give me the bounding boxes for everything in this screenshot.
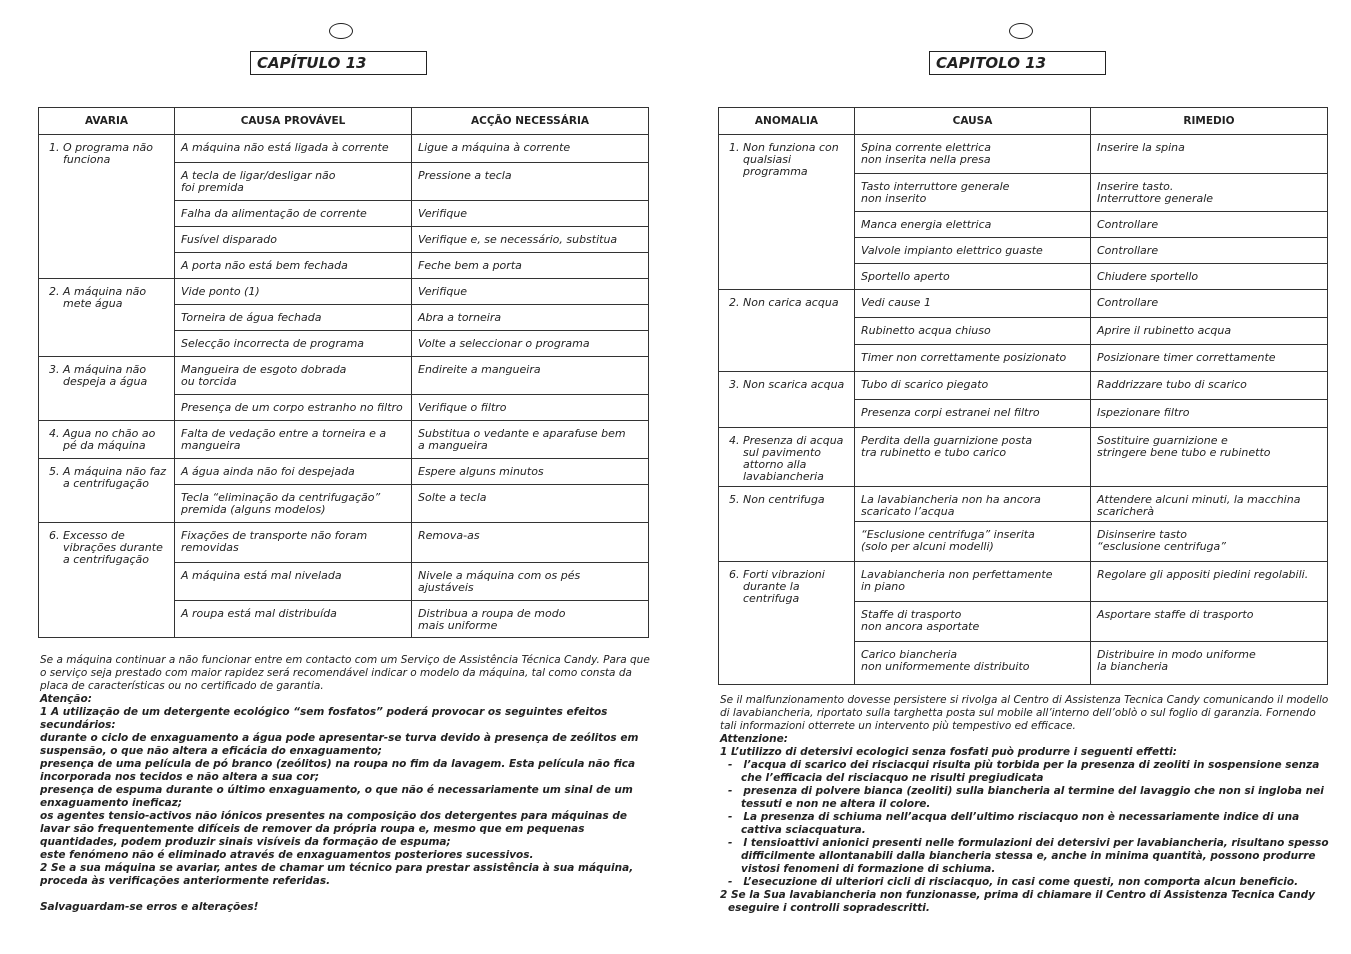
action-cell: Distribua a roupa de modo mais uniforme [412, 601, 649, 638]
bullet-item: - presenza di polvere bianca (zeoliti) sulla biancheria al termine del lavaggio che non si ingloba nei tessuti e non ne altera il colore. [728, 785, 1324, 810]
action-cell: Inserire la spina [1091, 135, 1328, 174]
action-cell: Distribuire in modo uniforme la biancheria [1091, 642, 1328, 685]
action-cell: Pressione a tecla [412, 163, 649, 201]
table-row [719, 290, 1328, 318]
cause-cell: A roupa está mal distribuída [175, 601, 412, 638]
note-item: 2 Se la Sua lavabiancheria non funzionasse, prima di chiamare il Centro di Assistenza Tecnica Candy [720, 889, 1316, 901]
table-row [719, 372, 1328, 400]
cause-cell: Perdita della guarnizione posta tra rubinetto e tubo carico [855, 428, 1091, 487]
fault-cell [39, 523, 175, 638]
cause-cell: Sportello aperto [855, 264, 1091, 290]
fault-text: 2. Non carica acqua [729, 296, 839, 309]
action-cell: Chiudere sportello [1091, 264, 1328, 290]
action-cell: Inserire tasto. Interruttore generale [1091, 174, 1328, 212]
cause-cell: Carico biancheria non uniformemente distribuito [855, 642, 1091, 685]
cause-cell: Tubo di scarico piegato [855, 372, 1091, 400]
fault-text: 4. Agua no chão ao pé da máquina [49, 427, 156, 452]
cause-cell: A porta não está bem fechada [175, 253, 412, 279]
cause-cell: Lavabiancheria non perfettamente in piano [855, 562, 1091, 602]
cause-cell: A tecla de ligar/desligar não foi premida [175, 163, 412, 201]
cause-cell: Mangueira de esgoto dobrada ou torcida [175, 357, 412, 395]
fault-cell [719, 428, 855, 487]
cause-cell: Tasto interruttore generale non inserito [855, 174, 1091, 212]
cause-cell: “Esclusione centrifuga” inserita (solo per alcuni modelli) [855, 522, 1091, 562]
action-cell: Aprire il rubinetto acqua [1091, 318, 1328, 345]
bullet-item: - I tensioattivi anionici presenti nelle formulazioni dei detersivi per lavabiancheria, risultano spesso difficilmente allontanabili dalla biancheria stessa e, anche in minima quantità, possono produrre vistosi fenomeni di formazione di schiuma. [728, 837, 1329, 875]
fault-text: 3. A máquina não despeja a água [49, 363, 148, 388]
cause-cell: Selecção incorrecta de programa [175, 331, 412, 357]
action-cell: Regolare gli appositi piedini regolabili. [1091, 562, 1328, 602]
action-cell: Verifique [412, 279, 649, 305]
column-header: RIMEDIO [1091, 108, 1328, 135]
language-flag-marker-left [329, 23, 353, 39]
fault-text: 3. Non scarica acqua [729, 378, 845, 391]
cause-cell: Fixações de transporte não foram removidas [175, 523, 412, 563]
column-header: CAUSA [855, 108, 1091, 135]
action-cell: Verifique e, se necessário, substitua [412, 227, 649, 253]
note-item: eseguire i controlli sopradescritti. [728, 902, 930, 914]
cause-cell: A máquina está mal nivelada [175, 563, 412, 601]
cause-cell: Tecla “eliminação da centrifugação” premida (alguns modelos) [175, 485, 412, 523]
cause-cell: Rubinetto acqua chiuso [855, 318, 1091, 345]
table-row [719, 487, 1328, 522]
cause-cell: A máquina não está ligada à corrente [175, 135, 412, 163]
chapter-title-right: CAPITOLO 13 [929, 51, 1106, 75]
action-cell: Posizionare timer correttamente [1091, 345, 1328, 372]
fault-cell [719, 290, 855, 372]
cause-cell: Manca energia elettrica [855, 212, 1091, 238]
action-cell: Raddrizzare tubo di scarico [1091, 372, 1328, 400]
fault-cell [39, 357, 175, 421]
column-header: ANOMALIA [719, 108, 855, 135]
attention-label: Atenção: [40, 693, 92, 705]
cause-cell: Falha da alimentação de corrente [175, 201, 412, 227]
fault-cell [39, 459, 175, 523]
action-cell: Volte a seleccionar o programa [412, 331, 649, 357]
bullet-item: - L’esecuzione di ulteriori cicli di risciacquo, in casi come questi, non comporta alcun beneficio. [728, 876, 1299, 888]
table-row [39, 421, 649, 459]
table-row [39, 459, 649, 485]
cause-cell: Spina corrente elettrica non inserita nella presa [855, 135, 1091, 174]
fault-text: 5. A máquina não faz a centrifugação [49, 465, 167, 490]
column-header: ACÇÃO NECESSÁRIA [412, 108, 649, 135]
table-row [719, 562, 1328, 602]
bullet-item: - l’acqua di scarico dei risciacqui risulta più torbida per la presenza di zeoliti in sospensione senza che l’efficacia del risciacquo ne risulti pregiudicata [728, 759, 1320, 784]
cause-cell: Vide ponto (1) [175, 279, 412, 305]
troubleshooting-table-left [38, 107, 649, 638]
cause-cell: Timer non correttamente posizionato [855, 345, 1091, 372]
action-cell: Disinserire tasto “esclusione centrifuga” [1091, 522, 1328, 562]
action-cell: Endireite a mangueira [412, 357, 649, 395]
action-cell: Verifique [412, 201, 649, 227]
action-cell: Espere alguns minutos [412, 459, 649, 485]
bullet-item: - La presenza di schiuma nell’acqua dell’ultimo risciacquo non è necessariamente indice di una cattiva sciacquatura. [728, 811, 1300, 836]
action-cell: Remova-as [412, 523, 649, 563]
chapter-title-left: CAPÍTULO 13 [250, 51, 427, 75]
fault-cell [39, 421, 175, 459]
action-cell: Feche bem a porta [412, 253, 649, 279]
fault-text: 5. Non centrifuga [729, 493, 825, 506]
action-cell: Substitua o vedante e aparafuse bem a mangueira [412, 421, 649, 459]
fault-cell [719, 562, 855, 685]
table-row [39, 523, 649, 563]
action-cell: Ispezionare filtro [1091, 400, 1328, 428]
note-item: durante o ciclo de enxaguamento a água pode apresentar-se turva devido à presença de zeólitos em suspensão, o que não altera a eficácia do enxaguamento; [40, 732, 639, 757]
action-cell: Solte a tecla [412, 485, 649, 523]
fault-cell [719, 135, 855, 290]
table-row [39, 357, 649, 395]
note-item: 1 A utilização de um detergente ecológico “sem fosfatos” poderá provocar os seguintes efeitos secundários: [40, 706, 608, 731]
note-item: 2 Se a sua máquina se avariar, antes de chamar um técnico para prestar assistência à sua máquina, proceda às verificações anteriormente referidas. [40, 862, 634, 887]
fault-cell [719, 487, 855, 562]
fault-text: 2. A máquina não mete água [49, 285, 147, 310]
service-intro-text: Se il malfunzionamento dovesse persistere si rivolga al Centro di Assistenza Tecnica Candy comunicando il modello di lavabiancheria, riportato sulla targhetta posta sul mobile all’interno dell’oblò o sul foglio di garanzia. Fornendo tali informazioni otterrete un intervento più tempestivo ed efficace. [720, 694, 1329, 732]
table-row [719, 135, 1328, 174]
note-item: 1 L’utilizzo di detersivi ecologici senza fosfati può produrre i seguenti effetti: [720, 746, 1177, 758]
cause-cell: Presença de um corpo estranho no filtro [175, 395, 412, 421]
cause-cell: Presenza corpi estranei nel filtro [855, 400, 1091, 428]
action-cell: Nivele a máquina com os pés ajustáveis [412, 563, 649, 601]
fault-text: 6. Excesso de vibrações durante a centrifugação [49, 529, 163, 566]
note-item: presença de uma película de pó branco (zeólitos) na roupa no fim da lavagem. Esta película não fica incorporada nos tecidos e não altera a sua cor; [40, 758, 636, 783]
cause-cell: Falta de vedação entre a torneira e a mangueira [175, 421, 412, 459]
attention-label: Attenzione: [720, 733, 788, 745]
fault-text: 4. Presenza di acqua sul pavimento attorno alla lavabiancheria [729, 434, 844, 483]
fault-text: 1. Non funziona con qualsiasi programma [729, 141, 839, 178]
cause-cell: Staffe di trasporto non ancora asportate [855, 602, 1091, 642]
note-item: presença de espuma durante o último enxaguamento, o que não é necessariamente um sinal de um enxaguamento ineficaz; [40, 784, 633, 809]
note-item: este fenómeno não é eliminado através de enxaguamentos posteriores sucessivos. [40, 849, 534, 861]
fault-text: 6. Forti vibrazioni durante la centrifuga [729, 568, 825, 605]
action-cell: Controllare [1091, 212, 1328, 238]
action-cell: Controllare [1091, 238, 1328, 264]
table-row [719, 428, 1328, 487]
language-flag-marker-right [1009, 23, 1033, 39]
fault-cell [39, 279, 175, 357]
cause-cell: Vedi cause 1 [855, 290, 1091, 318]
table-row [39, 279, 649, 305]
cause-cell: La lavabiancheria non ha ancora scaricato l’acqua [855, 487, 1091, 522]
cause-cell: Fusível disparado [175, 227, 412, 253]
fault-cell [39, 135, 175, 279]
cause-cell: A água ainda não foi despejada [175, 459, 412, 485]
service-intro-text: Se a máquina continuar a não funcionar entre em contacto com um Serviço de Assistência Técnica Candy. Para que o serviço seja prestado com maior rapidez será recomendável indicar o modelo da máquina, tal como consta da placa de características ou no certificado de garantia. [40, 654, 650, 692]
footer-disclaimer: Salvaguardam-se erros e alterações! [40, 901, 259, 913]
table-row [39, 135, 649, 163]
action-cell: Controllare [1091, 290, 1328, 318]
column-header: CAUSA PROVÁVEL [175, 108, 412, 135]
cause-cell: Valvole impianto elettrico guaste [855, 238, 1091, 264]
troubleshooting-table-right [718, 107, 1328, 685]
fault-cell [719, 372, 855, 428]
column-header: AVARIA [39, 108, 175, 135]
notes-right [720, 694, 1332, 915]
action-cell: Sostituire guarnizione e stringere bene tubo e rubinetto [1091, 428, 1328, 487]
action-cell: Verifique o filtro [412, 395, 649, 421]
notes-left [40, 654, 650, 914]
fault-text: 1. O programa não funciona [49, 141, 154, 166]
action-cell: Asportare staffe di trasporto [1091, 602, 1328, 642]
action-cell: Ligue a máquina à corrente [412, 135, 649, 163]
cause-cell: Torneira de água fechada [175, 305, 412, 331]
action-cell: Abra a torneira [412, 305, 649, 331]
note-item: os agentes tensio-activos não iónicos presentes na composição dos detergentes para máquinas de lavar são frequentemente difíceis de remover da própria roupa e, mesmo que em pequenas quantidades, podem produzir sinais visíveis da formação de espuma; [40, 810, 628, 848]
action-cell: Attendere alcuni minuti, la macchina scaricherà [1091, 487, 1328, 522]
